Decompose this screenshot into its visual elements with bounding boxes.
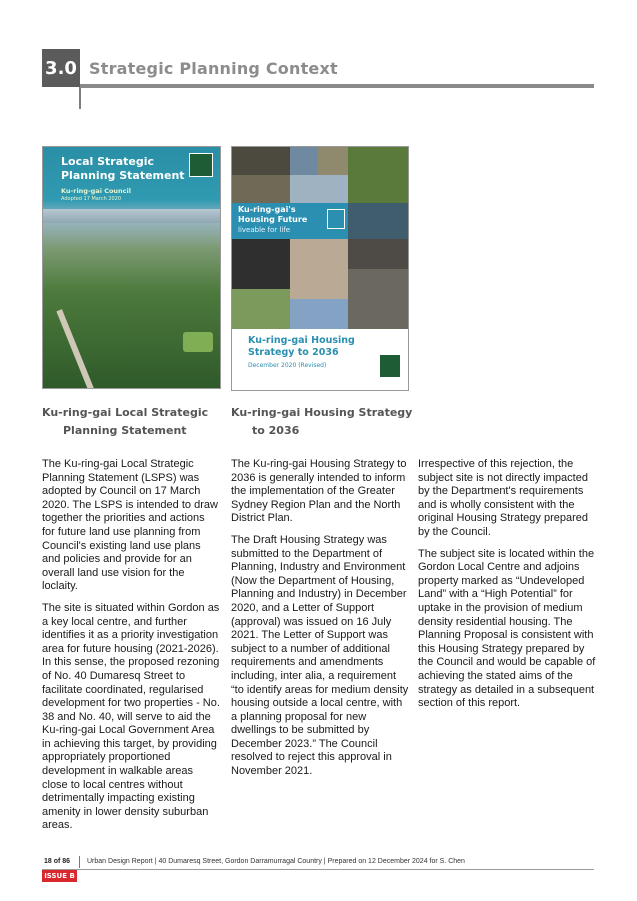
header-rule bbox=[80, 84, 594, 88]
photo-tile bbox=[232, 175, 290, 203]
body-column-3 bbox=[418, 458, 596, 719]
paragraph: The Draft Housing Strategy was submitted to the Department of Planning, Industry and Environment (Now the Department of Housing, Planning and Industry) in December 2020, and a Letter of Support (approval) was issued on 16 July 2021. The Letter of Support was subject to a number of additional requirements and amendments including, inter alia, a requirement “to identify areas for medium density housing outside a local centre, with a planning proposal for new dwellings to be submitted by December 2023.” The Council resolved to reject this approval in November 2021. bbox=[231, 533, 409, 778]
housing-cover-title: Ku-ring-gai Housing Strategy to 2036 bbox=[248, 335, 355, 358]
lsps-cover-org: Ku-ring-gai Council bbox=[61, 187, 131, 195]
photo-tile bbox=[318, 147, 348, 175]
photo-tile bbox=[290, 299, 348, 329]
hs-heading-line2: to 2036 bbox=[252, 424, 300, 437]
housing-banner-subtitle: liveable for life bbox=[238, 226, 291, 234]
section-title: Strategic Planning Context bbox=[89, 59, 338, 78]
section-number: 3.0 bbox=[45, 57, 77, 79]
photo-tile bbox=[232, 239, 290, 289]
highway-road bbox=[56, 309, 95, 389]
housing-strategy-heading bbox=[231, 404, 412, 440]
sports-field bbox=[183, 332, 213, 352]
body-column-2 bbox=[231, 458, 409, 787]
photo-tile bbox=[232, 147, 290, 175]
lsps-heading-line2: Planning Statement bbox=[63, 424, 187, 437]
section-number-box bbox=[42, 49, 80, 87]
housing-cover-date: December 2020 (Revised) bbox=[248, 362, 327, 369]
council-logo-icon bbox=[189, 153, 213, 177]
lsps-heading bbox=[42, 404, 208, 440]
paragraph: The Ku-ring-gai Local Strategic Planning Statement (LSPS) was adopted by Council on 17 March 2020. The LSPS is intended to draw together the priorities and actions for future land use planning from Council's existing land use plans and policies and provide for an overall land use vision for the loclaity. bbox=[42, 458, 218, 593]
lsps-cover-title: Local Strategic Planning Statement bbox=[61, 155, 185, 182]
lsps-cover-image bbox=[42, 146, 221, 389]
photo-tile bbox=[348, 147, 408, 203]
photo-tile bbox=[348, 269, 408, 329]
housing-strategy-cover-image bbox=[231, 146, 409, 391]
body-column-1 bbox=[42, 458, 220, 841]
footer-separator bbox=[79, 856, 80, 868]
footer-text: Urban Design Report | 40 Dumaresq Street, Gordon Darramurragal Country | Prepared on 12 December 2024 for S. Chen bbox=[87, 858, 465, 865]
photo-tile bbox=[348, 203, 408, 239]
page-number: 18 of 86 bbox=[44, 858, 71, 865]
paragraph: The site is situated within Gordon as a key local centre, and further identifies it as a priority investigation area for future housing (2021-2026). In this sense, the proposed rezoning of No. 40 Dumaresq Street to facilitate coordinated, regularised development for two properties - No. 38 and No. 40, will serve to aid the Ku-ring-gai Local Government Area in achieving this target, by providing appropriately proportioned development in walkable areas close to local centres without detrimentally impacting existing amenity in lower density suburban areas. bbox=[42, 601, 220, 832]
paragraph: Irrespective of this rejection, the subject site is not directly impacted by the Department's requirements and is wholly consistent with the original Housing Strategy prepared by the Council. bbox=[418, 458, 588, 538]
photo-tile bbox=[348, 239, 408, 269]
issue-badge: ISSUE B bbox=[42, 870, 77, 882]
housing-banner-title: Ku-ring-gai's Housing Future bbox=[238, 205, 308, 224]
lsps-heading-line1: Ku-ring-gai Local Strategic bbox=[42, 406, 209, 419]
family-house-icon bbox=[327, 209, 345, 229]
city-skyline bbox=[43, 209, 220, 223]
header-rule-vertical bbox=[79, 87, 81, 109]
photo-tile bbox=[290, 147, 318, 175]
photo-tile bbox=[290, 239, 348, 299]
hs-heading-line1: Ku-ring-gai Housing Strategy bbox=[231, 406, 413, 419]
lsps-cover-adopted: Adopted 17 March 2020 bbox=[61, 196, 122, 202]
paragraph: The Ku-ring-gai Housing Strategy to 2036 is generally intended to inform the implementation of the Greater Sydney Region Plan and the North District Plan. bbox=[231, 458, 407, 525]
photo-tile bbox=[232, 289, 290, 329]
council-logo-icon bbox=[380, 355, 400, 377]
photo-tile bbox=[290, 175, 348, 203]
paragraph: The subject site is located within the Gordon Local Centre and adjoins property marked as “Undeveloped Land” with a “High Potential” for uptake in the provision of medium density residential housing. The Planning Proposal is consistent with this Housing Strategy prepared by the Council and would be capable of achieving the stated aims of the strategy as detailed in a subsequent section of this report. bbox=[418, 547, 596, 710]
footer-rule bbox=[42, 869, 594, 870]
